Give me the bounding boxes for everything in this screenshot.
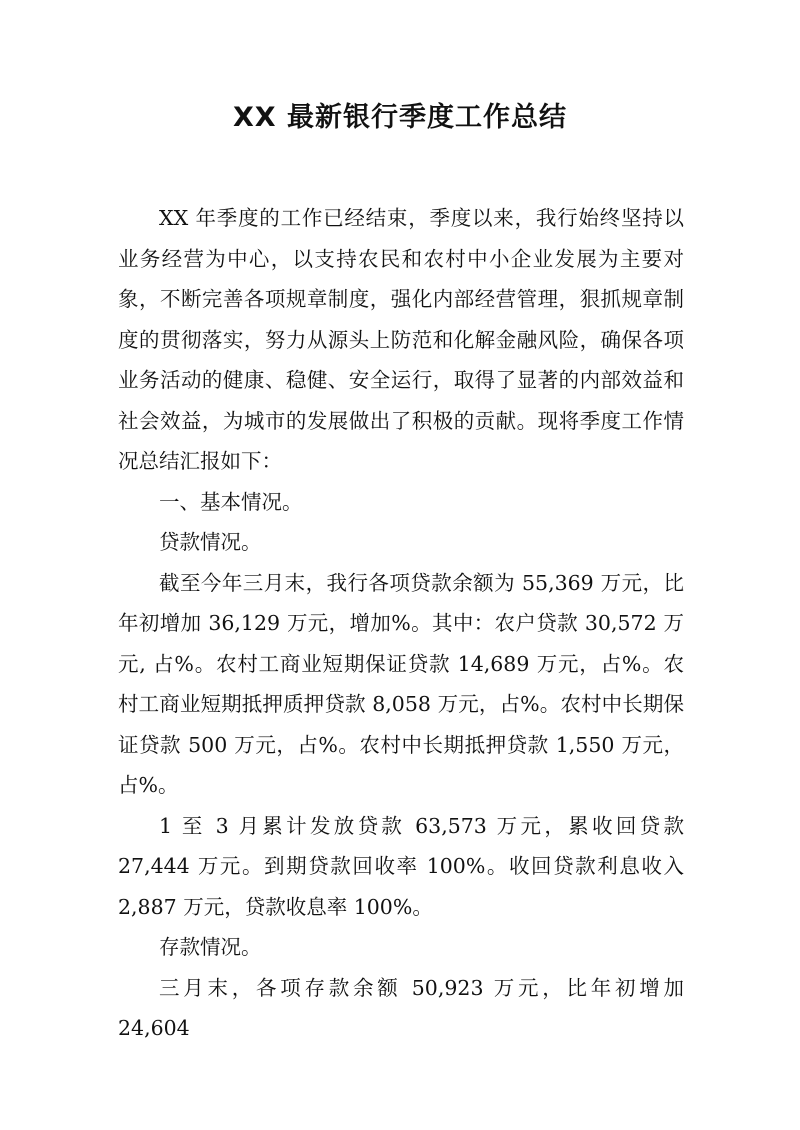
paragraph-intro: XX 年季度的工作已经结束，季度以来，我行始终坚持以业务经营为中心，以支持农民和农村中小企业发展为主要对象，不断完善各项规章制度，强化内部经营管理，狠抓规章制度的贯彻落实，努力从源头上防范和化解金融风险，确保各项业务活动的健康、稳健、安全运行，取得了显著的内部效益和社会效益，为城市的发展做出了积极的贡献。现将季度工作情况总结汇报如下： [118, 206, 684, 473]
heading-basic-situation: 一、基本情况。 [159, 489, 303, 514]
document-title: XX 最新银行季度工作总结 [232, 102, 568, 133]
heading-deposits: 存款情况。 [159, 935, 262, 959]
paragraph-loan-issuance: 1 至 3 月累计发放贷款 63,573 万元，累收回贷款 27,444 万元。到期贷款回收率 100%。收回贷款利息收入 2,887 万元，贷款收息率 100%。 [118, 813, 684, 919]
document-body [118, 198, 684, 1049]
paragraph-loan-balance: 截至今年三月末，我行各项贷款余额为 55,369 万元，比年初增加 36,129 万元，增加%。其中：农户贷款 30,572 万元, 占%。农村工商业短期保证贷款 14,689 万元，占%。农村工商业短期抵押质押贷款 8,058 万元，占%。农村中长期保证贷款 500 万元，占%。农村中长期抵押贷款 1,550 万元，占%。 [118, 570, 684, 797]
paragraph-deposit-balance: 三月末，各项存款余额 50,923 万元，比年初增加 24,604 [118, 975, 684, 1040]
heading-loans: 贷款情况。 [159, 530, 262, 554]
